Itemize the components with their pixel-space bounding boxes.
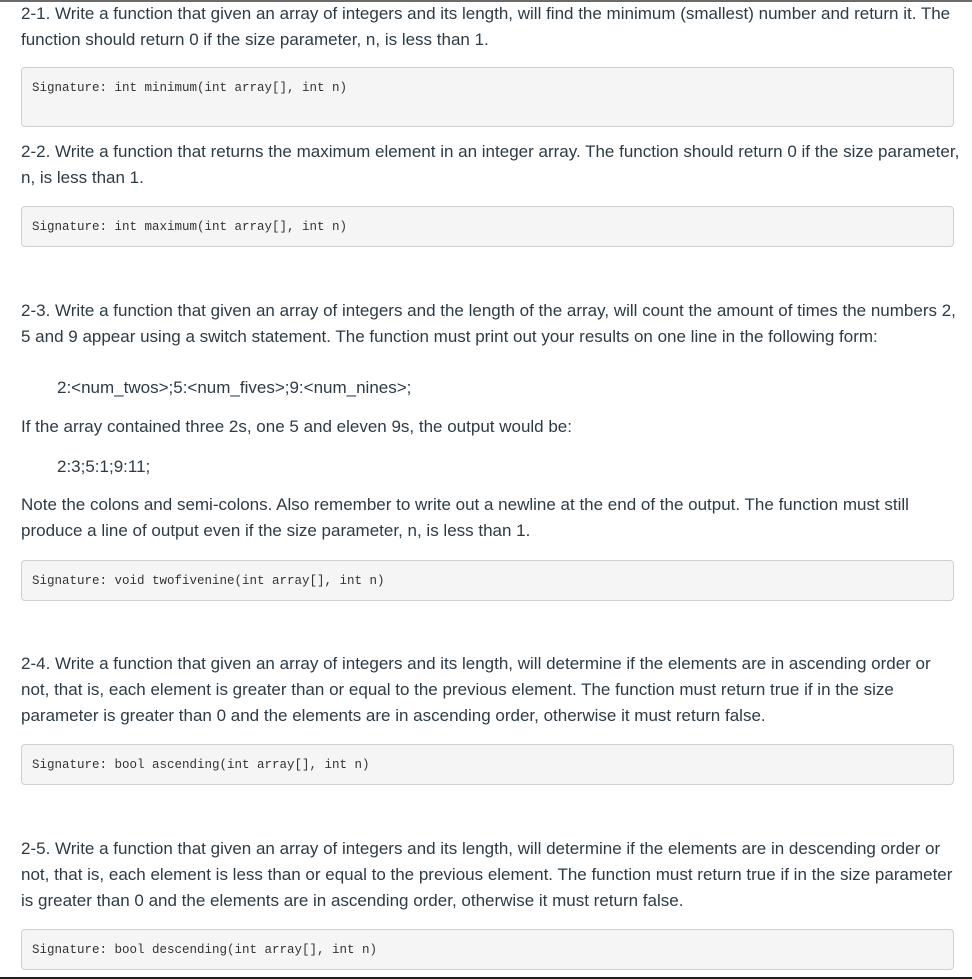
- problem-2-3-example-output: 2:3;5:1;9:11;: [57, 457, 151, 476]
- problem-2-3-description: 2-3. Write a function that given an array of integers and the length of the array, will count the amount of times the numbers 2, 5 and 9 appear using a switch statement. The function must print out your results on one line in the following form:: [21, 301, 956, 346]
- problem-2-5-signature: Signature: bool descending(int array[], int n): [21, 929, 954, 970]
- problem-2-2-signature: Signature: int maximum(int array[], int n): [21, 206, 954, 247]
- problem-2-5-description: 2-5. Write a function that given an array of integers and its length, will determine if the elements are in descending order or not, that is, each element is less than or equal to the previous element. The function must return true if in the size parameter is greater than 0 and the elements are in ascending order, otherwise it must return false.: [21, 839, 953, 910]
- problem-2-1-signature: Signature: int minimum(int array[], int n): [21, 67, 954, 127]
- problem-2-1-description: 2-1. Write a function that given an array of integers and its length, will find the minimum (smallest) number and return it. The function should return 0 if the size parameter, n, is less than 1.: [21, 4, 951, 49]
- problem-2-4-signature: Signature: bool ascending(int array[], int n): [21, 744, 954, 785]
- problem-2-2-description: 2-2. Write a function that returns the maximum element in an integer array. The function should return 0 if the size parameter, n, is less than 1.: [21, 142, 960, 187]
- problem-2-3-example-intro: If the array contained three 2s, one 5 and eleven 9s, the output would be:: [21, 417, 572, 436]
- problem-2-3-note: Note the colons and semi-colons. Also remember to write out a newline at the end of the output. The function must still produce a line of output even if the size parameter, n, is less than 1.: [21, 495, 909, 540]
- problem-2-3-format-line: 2:<num_twos>;5:<num_fives>;9:<num_nines>;: [57, 378, 412, 397]
- problem-2-4-description: 2-4. Write a function that given an array of integers and its length, will determine if the elements are in ascending order or not, that is, each element is greater than or equal to the previous element. The function must return true if in the size parameter is greater than 0 and the elements are in ascending order, otherwise it must return false.: [21, 654, 931, 725]
- problem-2-3-signature: Signature: void twofivenine(int array[], int n): [21, 560, 954, 601]
